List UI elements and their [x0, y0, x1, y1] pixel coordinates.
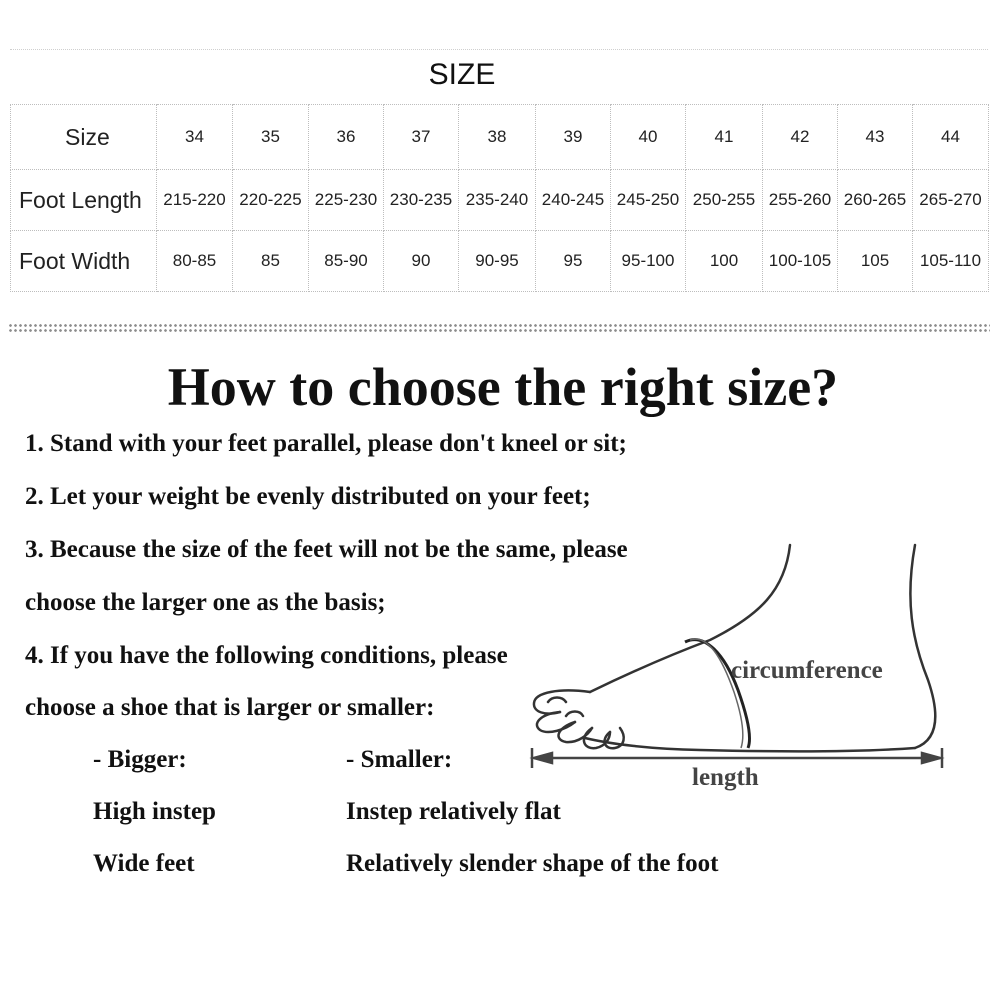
circumference-label: circumference	[731, 657, 883, 684]
length-label: length	[692, 764, 759, 791]
size-cell: 43	[838, 105, 913, 170]
foot-width-cell: 90-95	[459, 231, 536, 292]
foot-width-cell: 85-90	[309, 231, 384, 292]
size-cell: 42	[763, 105, 838, 170]
guide-step-3: 3. Because the size of the feet will not be the same, please	[25, 536, 628, 563]
foot-length-cell: 230-235	[384, 170, 459, 231]
foot-width-cell: 95	[536, 231, 611, 292]
foot-length-cell: 215-220	[157, 170, 233, 231]
smaller-item: Instep relatively flat	[346, 798, 561, 825]
size-table-title: SIZE	[428, 58, 496, 91]
foot-width-cell: 80-85	[157, 231, 233, 292]
foot-width-row-label: Foot Width	[11, 231, 157, 292]
foot-length-cell: 245-250	[611, 170, 686, 231]
size-cell: 44	[913, 105, 989, 170]
foot-length-cell: 265-270	[913, 170, 989, 231]
size-cell: 36	[309, 105, 384, 170]
guide-step-4: 4. If you have the following conditions, please	[25, 642, 508, 669]
size-row	[11, 105, 989, 170]
foot-length-cell: 225-230	[309, 170, 384, 231]
foot-width-cell: 105	[838, 231, 913, 292]
size-cell: 40	[611, 105, 686, 170]
table-top-divider	[10, 49, 988, 50]
foot-width-cell: 85	[233, 231, 309, 292]
foot-length-cell: 220-225	[233, 170, 309, 231]
foot-length-cell: 255-260	[763, 170, 838, 231]
foot-width-cell: 105-110	[913, 231, 989, 292]
foot-width-cell: 100-105	[763, 231, 838, 292]
foot-length-row-label: Foot Length	[11, 170, 157, 231]
foot-length-cell: 240-245	[536, 170, 611, 231]
size-cell: 34	[157, 105, 233, 170]
bigger-label: - Bigger:	[93, 746, 187, 773]
foot-length-cell: 250-255	[686, 170, 763, 231]
guide-step-3-continued: choose the larger one as the basis;	[25, 589, 386, 616]
guide-step-2: 2. Let your weight be evenly distributed on your feet;	[25, 483, 591, 510]
guide-step-1: 1. Stand with your feet parallel, please don't kneel or sit;	[25, 430, 627, 457]
size-cell: 37	[384, 105, 459, 170]
dotted-separator	[8, 323, 990, 334]
foot-length-cell: 235-240	[459, 170, 536, 231]
foot-width-cell: 100	[686, 231, 763, 292]
foot-length-cell: 260-265	[838, 170, 913, 231]
size-cell: 41	[686, 105, 763, 170]
bigger-item: Wide feet	[93, 850, 195, 877]
smaller-label: - Smaller:	[346, 746, 453, 773]
size-chart-table	[10, 104, 989, 292]
size-cell: 39	[536, 105, 611, 170]
foot-width-cell: 90	[384, 231, 459, 292]
guide-heading: How to choose the right size?	[167, 357, 839, 417]
foot-width-row	[11, 231, 989, 292]
size-cell: 38	[459, 105, 536, 170]
foot-length-row	[11, 170, 989, 231]
smaller-item: Relatively slender shape of the foot	[346, 850, 719, 877]
guide-step-4-continued: choose a shoe that is larger or smaller:	[25, 694, 435, 721]
size-cell: 35	[233, 105, 309, 170]
foot-width-cell: 95-100	[611, 231, 686, 292]
size-row-label: Size	[11, 105, 157, 170]
bigger-item: High instep	[93, 798, 216, 825]
